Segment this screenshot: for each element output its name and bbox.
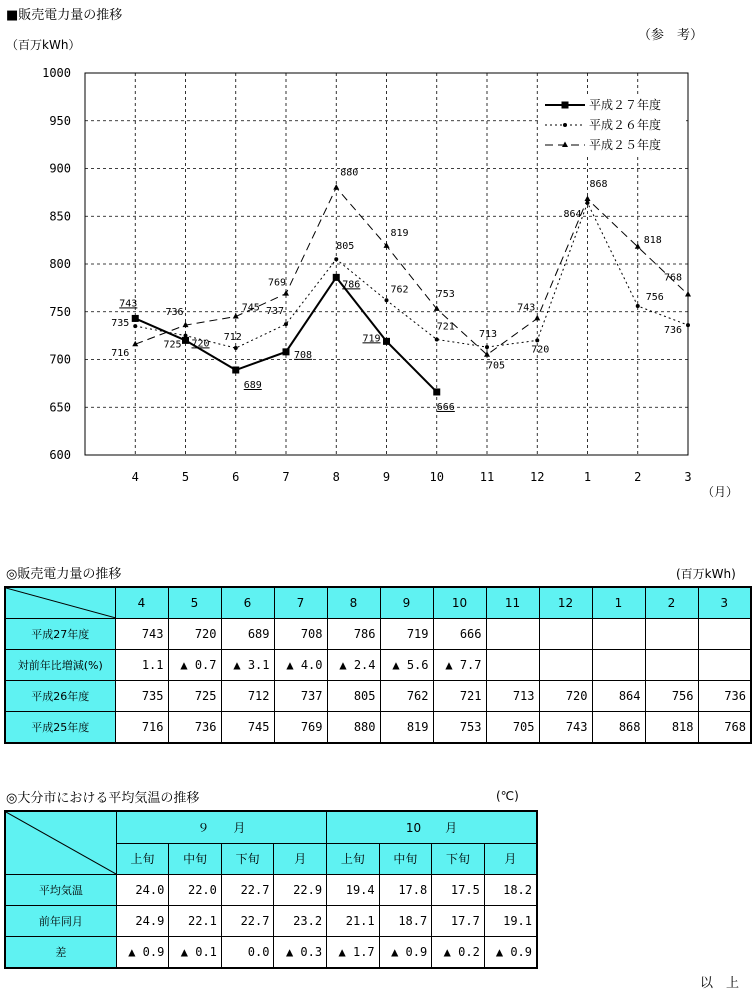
data-point	[182, 337, 189, 344]
table-cell: 753	[433, 712, 486, 744]
table-cell: ▲ 0.9	[116, 937, 169, 969]
table-cell: ▲ 5.6	[380, 650, 433, 681]
table-cell: 24.9	[116, 906, 169, 937]
table-row	[5, 875, 537, 906]
month-group-10: 10 月	[327, 811, 537, 843]
sales-table	[4, 586, 752, 744]
table-cell: 17.5	[432, 875, 485, 906]
month-header-6: 6	[221, 587, 274, 619]
data-label: 713	[479, 329, 498, 341]
table-cell: 22.7	[221, 906, 274, 937]
row-label: 平成27年度	[5, 619, 115, 650]
data-label: 743	[119, 298, 138, 310]
period-header: 上旬	[327, 843, 380, 875]
y-tick-label: 1000	[42, 66, 71, 80]
table-cell: 756	[645, 681, 698, 712]
x-tick-label: 6	[232, 470, 240, 484]
table-cell: 24.0	[116, 875, 169, 906]
y-tick-label: 600	[49, 448, 71, 462]
data-label: 708	[294, 349, 313, 361]
table-cell: 768	[698, 712, 751, 744]
table-cell	[645, 619, 698, 650]
x-tick-label: 1	[583, 470, 592, 484]
data-label: 743	[517, 302, 536, 314]
table-cell: 18.2	[484, 875, 537, 906]
data-point	[685, 291, 691, 297]
table-cell: 689	[221, 619, 274, 650]
y-axis-unit-label: （百万kWh）	[6, 38, 81, 52]
sales-table-title: ◎販売電力量の推移	[6, 567, 122, 582]
table-cell: 720	[168, 619, 221, 650]
x-axis-unit-label: （月）	[702, 485, 739, 499]
table-cell	[698, 650, 751, 681]
x-tick-label: 10	[429, 470, 444, 484]
temp-table-title: ◎大分市における平均気温の推移	[6, 791, 200, 806]
data-label: 868	[589, 179, 608, 191]
period-header: 下旬	[221, 843, 274, 875]
data-point	[334, 257, 338, 261]
data-label: 818	[643, 234, 662, 246]
table-cell: 712	[221, 681, 274, 712]
data-point	[435, 337, 439, 341]
month-header-2: 2	[645, 587, 698, 619]
legend-label: 平成２７年度	[589, 98, 662, 112]
month-header-9: 9	[380, 587, 433, 619]
table-cell: ▲ 0.1	[169, 937, 222, 969]
table-cell: 762	[380, 681, 433, 712]
month-header-3: 3	[698, 587, 751, 619]
table-cell: 743	[115, 619, 168, 650]
data-point	[485, 345, 489, 349]
data-label: 756	[645, 292, 664, 304]
data-point	[433, 388, 440, 395]
x-tick-label: 12	[530, 470, 545, 484]
table-cell: 22.9	[274, 875, 327, 906]
data-point	[284, 322, 288, 326]
table-cell: ▲ 0.9	[379, 937, 432, 969]
row-label: 前年同月	[5, 906, 116, 937]
data-label: 666	[436, 401, 455, 413]
data-label: 689	[243, 380, 262, 392]
table-cell: ▲ 1.7	[327, 937, 380, 969]
period-header: 中旬	[379, 843, 432, 875]
table-cell: 19.1	[484, 906, 537, 937]
table-cell: 769	[274, 712, 327, 744]
month-header-7: 7	[274, 587, 327, 619]
x-tick-label: 8	[332, 470, 340, 484]
table-cell: 864	[592, 681, 645, 712]
table-cell: 736	[698, 681, 751, 712]
data-point	[686, 323, 690, 327]
data-point	[133, 324, 137, 328]
table-cell: ▲ 7.7	[433, 650, 486, 681]
period-header: 月	[274, 843, 327, 875]
x-tick-label: 9	[382, 470, 391, 484]
data-label: 725	[163, 339, 182, 351]
data-label: 819	[390, 227, 409, 239]
data-label: 705	[487, 360, 506, 372]
table-cell: 805	[327, 681, 380, 712]
data-point	[234, 346, 238, 350]
x-tick-label: 2	[634, 470, 642, 484]
table-cell: 880	[327, 712, 380, 744]
table-row	[5, 906, 537, 937]
month-header-5: 5	[168, 587, 221, 619]
table-cell: ▲ 0.3	[274, 937, 327, 969]
table-cell: 666	[433, 619, 486, 650]
data-point	[534, 315, 540, 321]
data-point	[283, 348, 290, 355]
data-point	[384, 242, 390, 248]
data-label: 768	[664, 272, 683, 284]
table-cell: ▲ 0.2	[432, 937, 485, 969]
table-cell: 17.7	[432, 906, 485, 937]
reference-label: （参 考）	[638, 28, 704, 43]
data-point	[385, 298, 389, 302]
table-cell: 22.1	[169, 906, 222, 937]
table-cell	[645, 650, 698, 681]
table-row	[5, 681, 751, 712]
table-cell	[698, 619, 751, 650]
table-cell: ▲ 4.0	[274, 650, 327, 681]
data-point	[132, 315, 139, 322]
month-header-10: 10	[433, 587, 486, 619]
table-cell: 720	[539, 681, 592, 712]
data-label: 716	[111, 348, 130, 360]
temp-table	[4, 810, 538, 969]
row-label: 差	[5, 937, 116, 969]
legend-marker	[563, 123, 567, 127]
data-label: 880	[340, 167, 359, 179]
data-label: 735	[111, 318, 130, 330]
temp-table-month-row	[5, 811, 537, 843]
table-cell: 743	[539, 712, 592, 744]
data-label: 712	[223, 332, 242, 344]
series-line-1	[135, 203, 688, 348]
period-header: 上旬	[116, 843, 169, 875]
data-label: 720	[531, 344, 550, 356]
table-cell: 713	[486, 681, 539, 712]
data-label: 721	[436, 321, 455, 333]
table-cell: 819	[380, 712, 433, 744]
sales-table-header-row	[5, 587, 751, 619]
data-label: 719	[362, 333, 381, 345]
table-cell: 725	[168, 681, 221, 712]
y-tick-label: 750	[49, 304, 71, 319]
data-point	[636, 304, 640, 308]
x-tick-label: 11	[479, 470, 495, 484]
y-tick-label: 650	[49, 400, 71, 415]
data-label: 769	[268, 277, 287, 289]
x-tick-label: 7	[282, 470, 290, 484]
table-cell: ▲ 0.9	[484, 937, 537, 969]
data-label: 762	[390, 284, 409, 296]
period-header: 中旬	[169, 843, 222, 875]
series-line-2	[135, 188, 688, 355]
table-cell: 22.7	[221, 875, 274, 906]
y-tick-label: 850	[49, 209, 71, 224]
data-label: 737	[266, 306, 285, 318]
table-cell	[539, 619, 592, 650]
month-header-12: 12	[539, 587, 592, 619]
data-point	[184, 334, 188, 338]
table-cell: 721	[433, 681, 486, 712]
table-cell: 786	[327, 619, 380, 650]
table-cell: 735	[115, 681, 168, 712]
month-header-1: 1	[592, 587, 645, 619]
table-cell: 868	[592, 712, 645, 744]
row-label: 平成26年度	[5, 681, 115, 712]
data-label: 753	[436, 288, 455, 300]
table-cell: 18.7	[379, 906, 432, 937]
table-cell: 708	[274, 619, 327, 650]
table-cell	[592, 650, 645, 681]
period-header: 下旬	[432, 843, 485, 875]
data-point	[585, 196, 591, 202]
x-tick-label: 4	[131, 470, 139, 484]
month-header-8: 8	[327, 587, 380, 619]
legend-label: 平成２６年度	[589, 118, 662, 132]
data-label: 736	[165, 307, 184, 319]
data-label: 805	[336, 241, 355, 253]
table-cell: 719	[380, 619, 433, 650]
table-cell: 745	[221, 712, 274, 744]
table-row	[5, 650, 751, 681]
sales-table-unit: (百万kWh)	[676, 567, 736, 581]
month-header-4: 4	[115, 587, 168, 619]
table-cell: 736	[168, 712, 221, 744]
table-row	[5, 937, 537, 969]
period-header: 月	[484, 843, 537, 875]
y-tick-label: 700	[49, 352, 71, 367]
data-point	[535, 338, 539, 342]
table-cell: 1.1	[115, 650, 168, 681]
legend-label: 平成２５年度	[589, 138, 662, 152]
table-cell: 0.0	[221, 937, 274, 969]
temp-table-unit: (℃)	[496, 789, 519, 803]
table-cell: 22.0	[169, 875, 222, 906]
data-label: 745	[241, 302, 260, 314]
data-point	[333, 184, 339, 190]
legend-marker	[562, 102, 569, 109]
x-tick-label: 5	[181, 470, 190, 484]
month-header-11: 11	[486, 587, 539, 619]
data-label: 786	[342, 279, 361, 291]
row-label: 平成25年度	[5, 712, 115, 744]
table-cell: 818	[645, 712, 698, 744]
table-cell	[486, 650, 539, 681]
data-point	[283, 290, 289, 296]
table-cell: 737	[274, 681, 327, 712]
table-cell: ▲ 2.4	[327, 650, 380, 681]
table-cell	[592, 619, 645, 650]
table-row	[5, 712, 751, 744]
table-cell	[539, 650, 592, 681]
chart-title: ■販売電力量の推移	[6, 8, 123, 23]
data-point	[232, 367, 239, 374]
diagonal-header-cell	[5, 811, 116, 875]
table-cell: 716	[115, 712, 168, 744]
data-point	[383, 338, 390, 345]
data-point	[333, 274, 340, 281]
table-cell: 19.4	[327, 875, 380, 906]
x-tick-label: 3	[684, 470, 692, 484]
diagonal-header-cell	[5, 587, 115, 619]
row-label: 対前年比増減(%)	[5, 650, 115, 681]
y-tick-label: 800	[49, 257, 71, 271]
table-cell: 21.1	[327, 906, 380, 937]
table-cell: 17.8	[379, 875, 432, 906]
month-group-9: ９ 月	[116, 811, 326, 843]
data-label: 736	[664, 325, 683, 337]
data-point	[484, 351, 490, 357]
table-cell: 705	[486, 712, 539, 744]
data-label: 720	[191, 338, 210, 350]
table-row	[5, 619, 751, 650]
y-tick-label: 900	[49, 161, 71, 176]
table-cell	[486, 619, 539, 650]
data-label: 864	[563, 208, 582, 220]
end-mark: 以 上	[700, 976, 740, 991]
table-cell: ▲ 3.1	[221, 650, 274, 681]
table-cell: 23.2	[274, 906, 327, 937]
y-tick-label: 950	[49, 113, 71, 128]
table-cell: ▲ 0.7	[168, 650, 221, 681]
row-label: 平均気温	[5, 875, 116, 906]
